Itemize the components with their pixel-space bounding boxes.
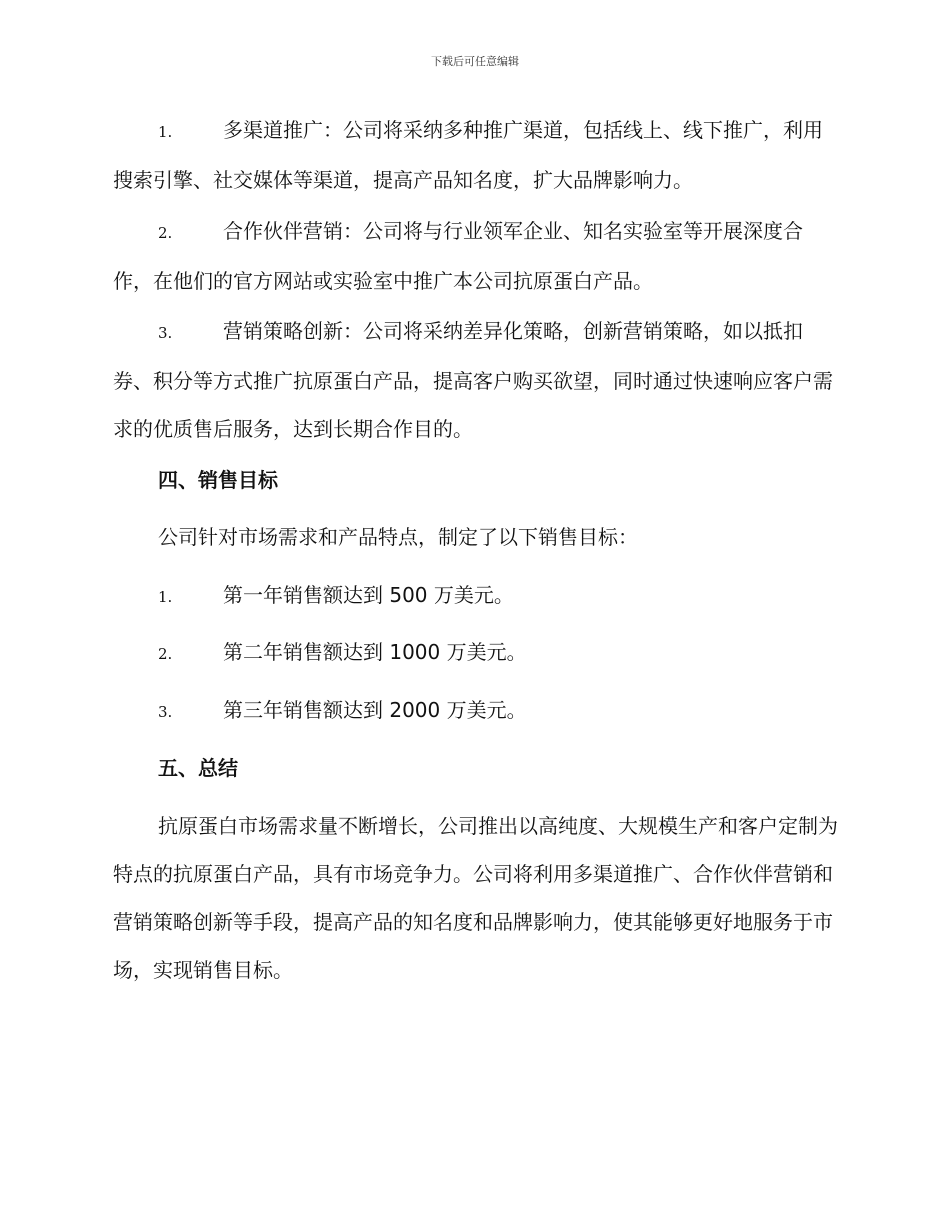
list-number: 3.	[158, 703, 173, 721]
list-text: 合作伙伴营销：公司将与行业领军企业、知名实验室等开展深度合作，在他们的官方网站或实验室中推广本公司抗原蛋白产品。	[113, 219, 803, 293]
list-text: 第一年销售额达到 500 万美元。	[223, 583, 514, 607]
section-heading-summary: 五、总结	[158, 756, 238, 780]
list-text: 第三年销售额达到 2000 万美元。	[223, 698, 527, 722]
list-item	[113, 106, 838, 204]
summary-paragraph: 抗原蛋白市场需求量不断增长，公司推出以高纯度、大规模生产和客户定制为特点的抗原蛋白产品，具有市场竞争力。公司将利用多渠道推广、合作伙伴营销和营销策略创新等手段，提高产品的知名度和品牌影响力，使其能够更好地服务于市场，实现销售目标。	[113, 814, 838, 982]
list-item	[113, 207, 838, 305]
list-item	[113, 307, 838, 453]
list-number: 1.	[158, 123, 173, 141]
section-heading-sales-target: 四、销售目标	[158, 468, 278, 492]
list-text: 第二年销售额达到 1000 万美元。	[223, 640, 527, 664]
list-number: 3.	[158, 324, 173, 342]
list-item	[113, 628, 838, 678]
list-number: 2.	[158, 224, 173, 242]
page-header: 下载后可任意编辑	[431, 55, 519, 68]
list-text: 营销策略创新：公司将采纳差异化策略，创新营销策略，如以抵扣券、积分等方式推广抗原蛋白产品，提高客户购买欲望，同时通过快速响应客户需求的优质售后服务，达到长期合作目的。	[113, 319, 833, 441]
list-item	[113, 686, 838, 736]
list-number: 2.	[158, 645, 173, 663]
list-item	[113, 571, 838, 621]
section-intro: 公司针对市场需求和产品特点，制定了以下销售目标：	[158, 525, 638, 549]
list-text: 多渠道推广：公司将采纳多种推广渠道，包括线上、线下推广，利用搜索引擎、社交媒体等渠道，提高产品知名度，扩大品牌影响力。	[113, 118, 823, 192]
list-number: 1.	[158, 588, 173, 606]
